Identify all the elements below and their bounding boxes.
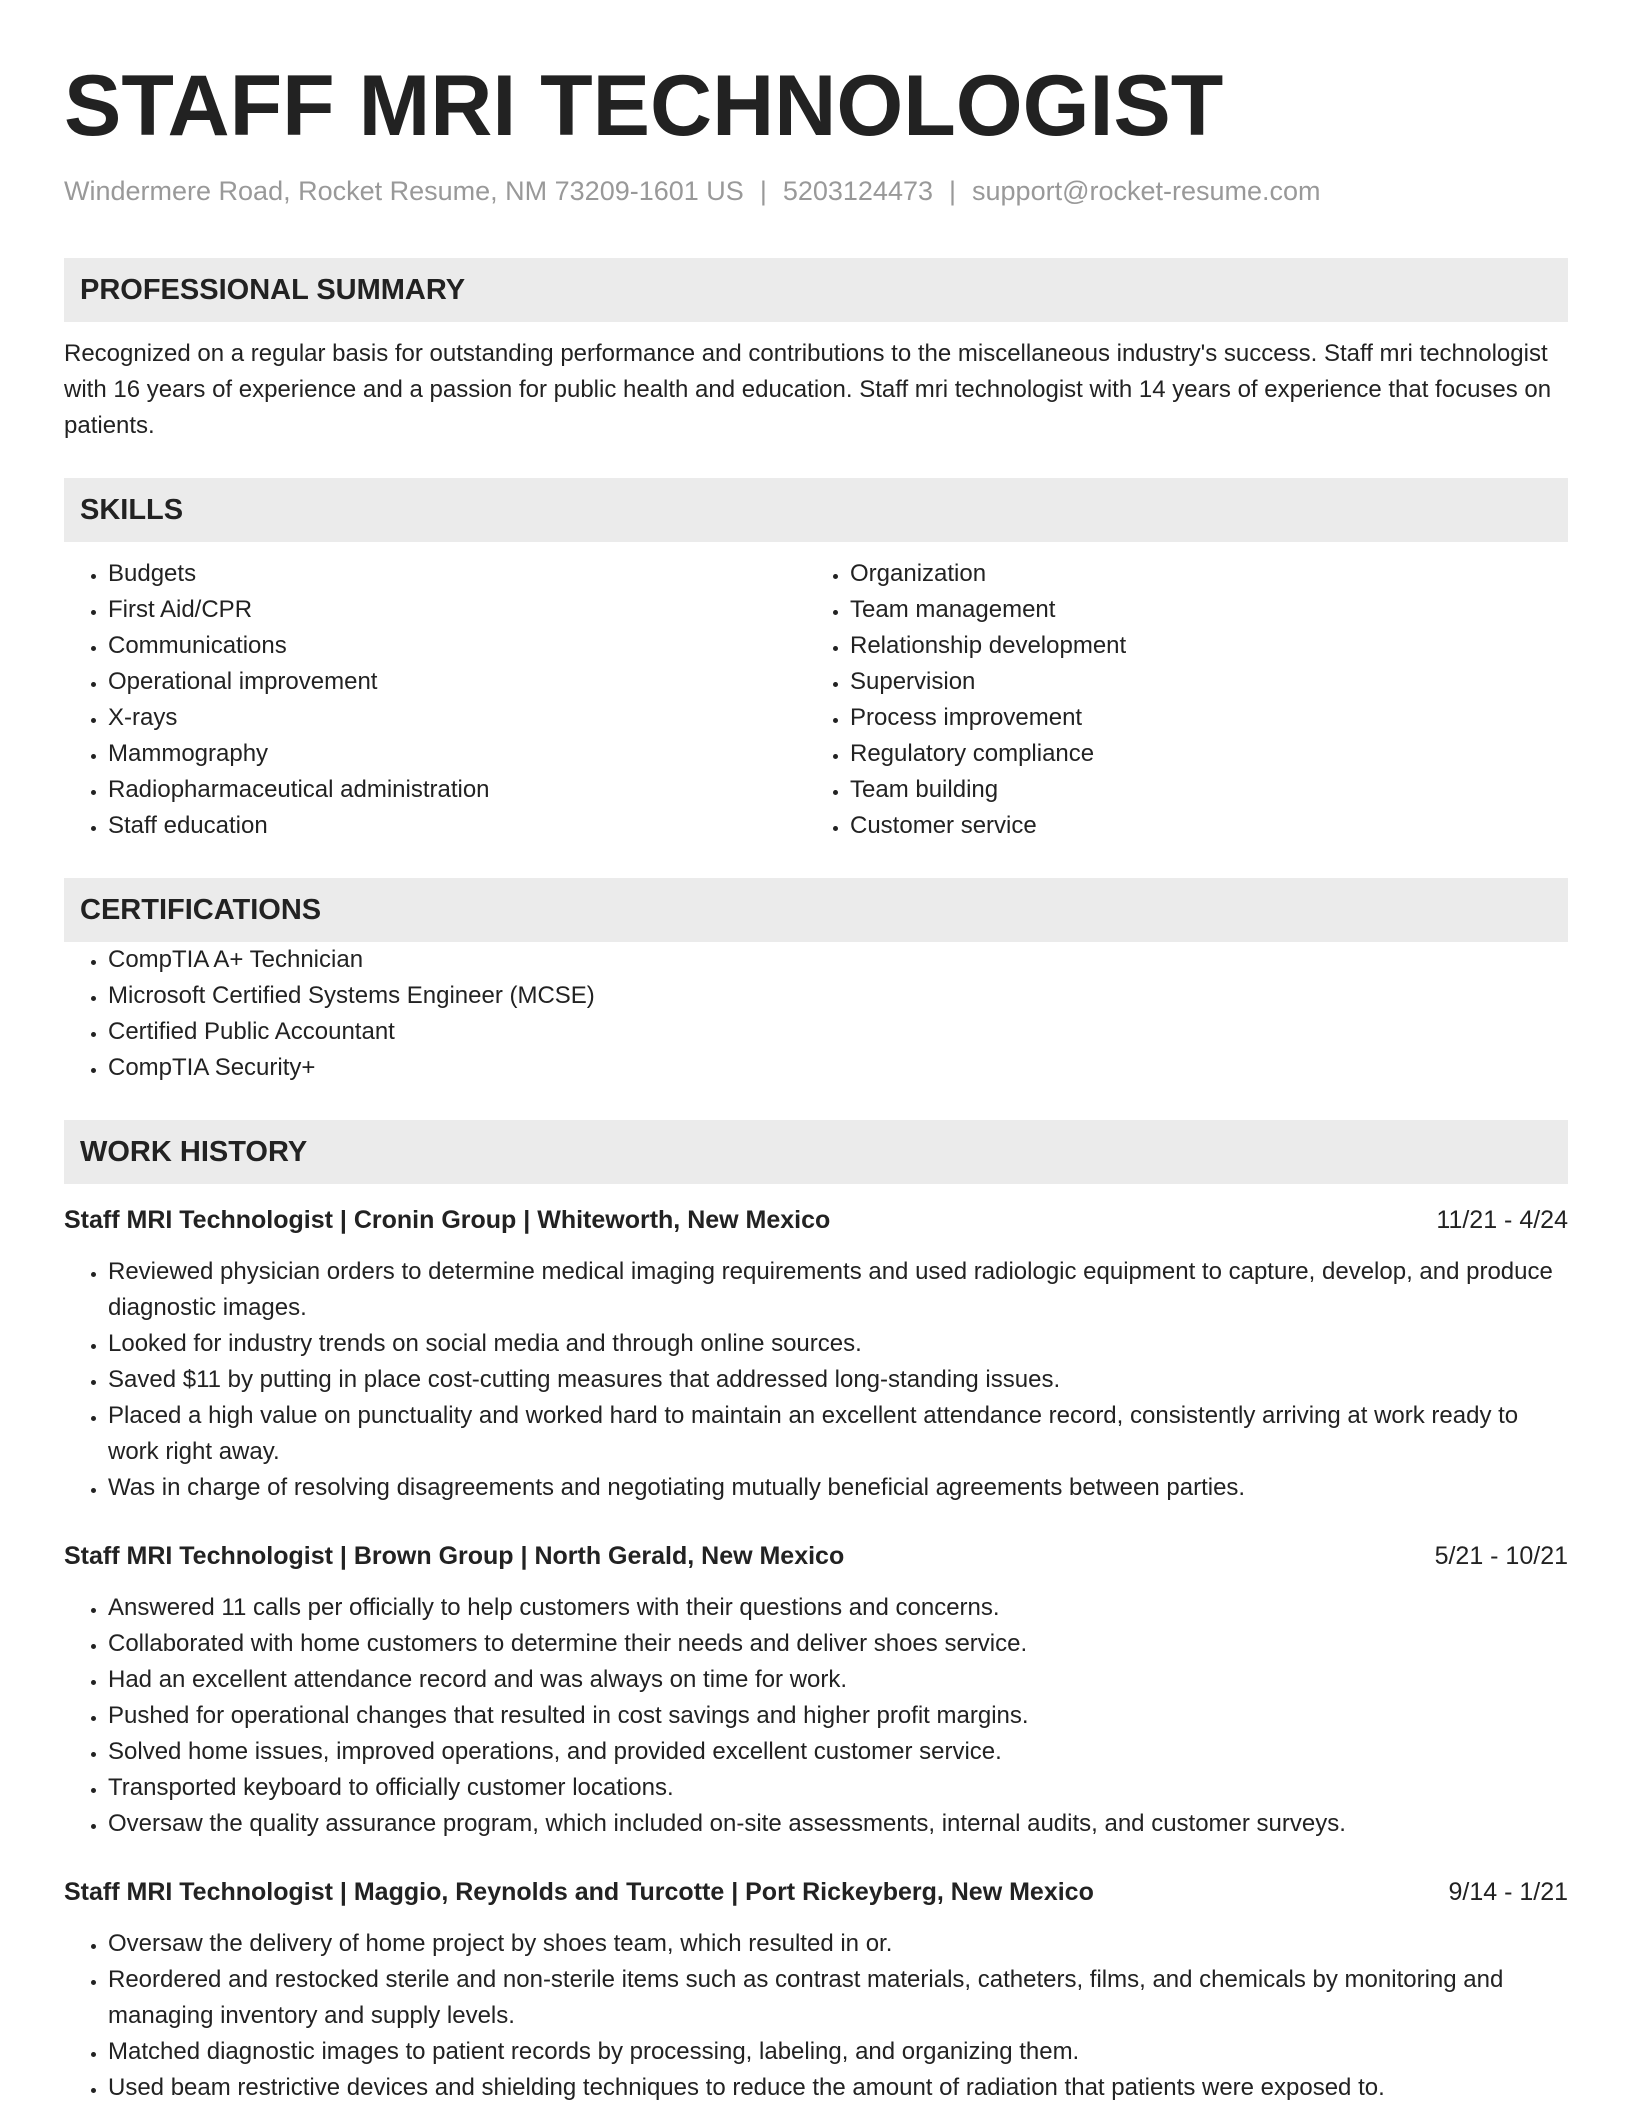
- skill-item: • Regulatory compliance: [850, 736, 1548, 772]
- job-entry: [64, 1538, 1568, 1842]
- skills-list: [64, 556, 1568, 844]
- job-duty: • Pushed for operational changes that resulted in cost savings and higher profit margins.: [108, 1698, 1568, 1734]
- job-header: [64, 1202, 1568, 1238]
- job-title: Staff MRI Technologist | Cronin Group | Whiteworth, New Mexico: [64, 1206, 831, 1234]
- job-duty: • Saved $11 by putting in place cost-cutting measures that addressed long-standing issues.: [108, 1362, 1568, 1398]
- skills-right-list: [806, 556, 1548, 844]
- job-duty: • Collaborated with home customers to determine their needs and deliver shoes service.: [108, 1626, 1568, 1662]
- job-duty: • Transported keyboard to officially customer locations.: [108, 1770, 1568, 1806]
- skill-item: • Staff education: [108, 808, 806, 844]
- skill-item: • Operational improvement: [108, 664, 806, 700]
- job-entry: [64, 1874, 1568, 2106]
- job-dates: 11/21 - 4/24: [1436, 1206, 1568, 1234]
- job-duties-list: [64, 1590, 1568, 1842]
- certifications-list: [64, 942, 1568, 1086]
- resume-page: [64, 56, 1568, 2106]
- section-heading-summary: PROFESSIONAL SUMMARY: [64, 258, 1568, 322]
- section-heading-work-history: WORK HISTORY: [64, 1120, 1568, 1184]
- job-duty: • Reordered and restocked sterile and non-sterile items such as contrast materials, catheters, films, and chemicals by monitoring and managing inventory and supply levels.: [108, 1962, 1568, 2034]
- contact-email: support@rocket-resume.com: [972, 176, 1321, 206]
- job-duty: • Was in charge of resolving disagreements and negotiating mutually beneficial agreements between parties.: [108, 1470, 1568, 1506]
- skill-item: • X-rays: [108, 700, 806, 736]
- skills-column-right: [806, 556, 1548, 844]
- skill-item: • First Aid/CPR: [108, 592, 806, 628]
- section-heading-certifications: CERTIFICATIONS: [64, 878, 1568, 942]
- skill-item: • Supervision: [850, 664, 1548, 700]
- job-duty: • Answered 11 calls per officially to help customers with their questions and concerns.: [108, 1590, 1568, 1626]
- contact-separator: |: [759, 176, 767, 206]
- job-duties-list: [64, 1254, 1568, 1506]
- job-header: [64, 1538, 1568, 1574]
- certification-item: • CompTIA Security+: [108, 1050, 1568, 1086]
- job-duty: • Oversaw the quality assurance program, which included on-site assessments, internal audits, and customer surveys.: [108, 1806, 1568, 1842]
- job-duties-list: [64, 1926, 1568, 2106]
- skill-item: • Customer service: [850, 808, 1548, 844]
- job-duty: • Solved home issues, improved operations, and provided excellent customer service.: [108, 1734, 1568, 1770]
- job-dates: 9/14 - 1/21: [1448, 1878, 1568, 1906]
- job-entry: [64, 1202, 1568, 1506]
- job-duty: • Looked for industry trends on social media and through online sources.: [108, 1326, 1568, 1362]
- contact-line: [64, 174, 1568, 208]
- certification-item: • Microsoft Certified Systems Engineer (MCSE): [108, 978, 1568, 1014]
- job-header: [64, 1874, 1568, 1910]
- job-title: Staff MRI Technologist | Brown Group | North Gerald, New Mexico: [64, 1542, 845, 1570]
- certification-item: • CompTIA A+ Technician: [108, 942, 1568, 978]
- skill-item: • Organization: [850, 556, 1548, 592]
- resume-name: STAFF MRI TECHNOLOGIST: [64, 58, 1224, 154]
- skill-item: • Budgets: [108, 556, 806, 592]
- job-duty: • Used beam restrictive devices and shielding techniques to reduce the amount of radiation that patients were exposed to.: [108, 2070, 1568, 2106]
- contact-phone: 5203124473: [782, 176, 933, 206]
- skill-item: • Communications: [108, 628, 806, 664]
- job-duty: • Had an excellent attendance record and was always on time for work.: [108, 1662, 1568, 1698]
- summary-text: Recognized on a regular basis for outstanding performance and contributions to the miscellaneous industry's success. Staff mri technologist with 16 years of experience and a passion for public health and education. Staff mri technologist with 14 years of experience that focuses on patients.: [64, 340, 1552, 439]
- job-duty: • Matched diagnostic images to patient records by processing, labeling, and organizing them.: [108, 2034, 1568, 2070]
- skill-item: • Radiopharmaceutical administration: [108, 772, 806, 808]
- skill-item: • Team management: [850, 592, 1548, 628]
- skill-item: • Relationship development: [850, 628, 1548, 664]
- certification-item: • Certified Public Accountant: [108, 1014, 1568, 1050]
- job-dates: 5/21 - 10/21: [1434, 1542, 1568, 1570]
- job-title: Staff MRI Technologist | Maggio, Reynolds and Turcotte | Port Rickeyberg, New Mexico: [64, 1878, 1094, 1906]
- section-heading-skills: SKILLS: [64, 478, 1568, 542]
- skill-item: • Process improvement: [850, 700, 1548, 736]
- job-duty: • Reviewed physician orders to determine medical imaging requirements and used radiologic equipment to capture, develop, and produce diagnostic images.: [108, 1254, 1568, 1326]
- job-duty: • Oversaw the delivery of home project by shoes team, which resulted in or.: [108, 1926, 1568, 1962]
- skill-item: • Mammography: [108, 736, 806, 772]
- job-duty: • Placed a high value on punctuality and worked hard to maintain an excellent attendance record, consistently arriving at work ready to work right away.: [108, 1398, 1568, 1470]
- contact-separator: |: [949, 176, 957, 206]
- skills-left-list: [64, 556, 806, 844]
- skills-column-left: [64, 556, 806, 844]
- skill-item: • Team building: [850, 772, 1548, 808]
- contact-address: Windermere Road, Rocket Resume, NM 73209-1601 US: [64, 176, 744, 206]
